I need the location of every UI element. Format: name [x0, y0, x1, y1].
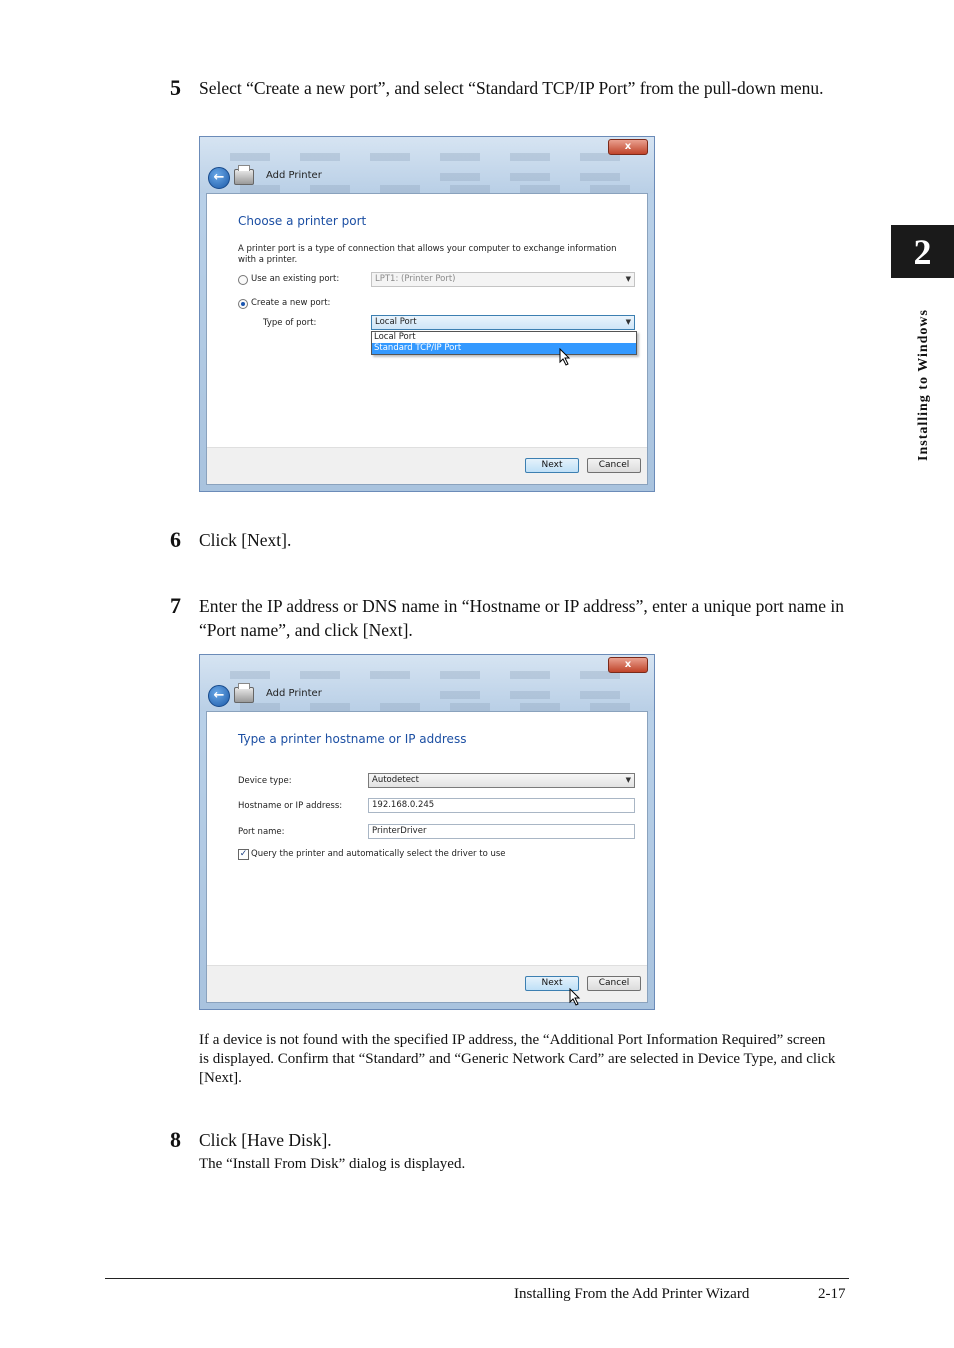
step-5-text: Select “Create a new port”, and select “Standard TCP/IP Port” from the pull-down menu.: [199, 78, 824, 98]
query-printer-checkbox[interactable]: ✓: [239, 849, 248, 859]
create-new-port-radio[interactable]: [238, 299, 248, 309]
cancel-button[interactable]: Cancel: [587, 458, 641, 473]
printer-icon: [234, 169, 254, 185]
dialog-title: Add Printer: [266, 688, 322, 699]
cancel-button[interactable]: Cancel: [587, 976, 641, 991]
step-6-text: Click [Next].: [199, 530, 292, 550]
wizard-footer: [207, 965, 647, 1002]
footer-section-title: Installing From the Add Printer Wizard: [514, 1286, 750, 1302]
port-description: A printer port is a type of connection that allows your computer to exchange information with a printer.: [238, 244, 617, 265]
mouse-cursor-icon: [569, 988, 581, 1006]
close-button[interactable]: x: [608, 139, 648, 155]
type-of-port-label: Type of port:: [263, 318, 317, 328]
wizard-panel: [206, 193, 648, 485]
wizard-panel: [206, 711, 648, 1003]
port-type-dropdown-list: [371, 331, 637, 355]
mouse-cursor-icon: [559, 348, 571, 366]
next-button[interactable]: Next: [525, 976, 579, 991]
title-bar: [200, 655, 654, 711]
device-type-label: Device type:: [238, 776, 292, 786]
chapter-tab: 2: [891, 225, 954, 278]
dialog-title: Add Printer: [266, 170, 322, 181]
footer-page-number: 2-17: [818, 1286, 846, 1302]
printer-icon: [234, 687, 254, 703]
close-button[interactable]: x: [608, 657, 648, 673]
add-printer-dialog-port: [199, 136, 655, 492]
use-existing-port-radio[interactable]: [238, 275, 248, 285]
step-8-text: Click [Have Disk].: [199, 1130, 332, 1150]
chevron-down-icon: ▼: [625, 776, 631, 784]
port-name-input[interactable]: PrinterDriver: [368, 824, 635, 839]
step-7-number: 7: [170, 593, 181, 618]
back-arrow-icon[interactable]: ←: [208, 685, 230, 707]
device-type-select[interactable]: Autodetect ▼: [368, 773, 635, 788]
page-heading: Choose a printer port: [238, 214, 367, 228]
add-printer-dialog-hostname: [199, 654, 655, 1010]
back-arrow-icon[interactable]: ←: [208, 167, 230, 189]
option-local-port[interactable]: Local Port: [374, 332, 416, 342]
step-7-note: If a device is not found with the specified IP address, the “Additional Port Information Required” screen is displayed. Confirm that “Standard” and “Generic Network Card” are selected in Device Type, and click [Next].: [199, 1032, 836, 1086]
chevron-down-icon: ▼: [625, 275, 631, 283]
step-6-number: 6: [170, 527, 181, 552]
existing-port-select[interactable]: LPT1: (Printer Port) ▼: [371, 272, 635, 287]
title-bar: [200, 137, 654, 193]
query-printer-label: Query the printer and automatically select the driver to use: [251, 849, 506, 859]
hostname-label: Hostname or IP address:: [238, 801, 343, 811]
hostname-input[interactable]: 192.168.0.245: [368, 798, 635, 813]
step-8-number: 8: [170, 1127, 181, 1152]
step-7-text: Enter the IP address or DNS name in “Hostname or IP address”, enter a unique port name in “Port name”, and click [Next].: [199, 596, 845, 640]
step-5-number: 5: [170, 75, 181, 100]
step-8-note: The “Install From Disk” dialog is displayed.: [199, 1156, 466, 1172]
page-heading: Type a printer hostname or IP address: [238, 732, 467, 746]
wizard-footer: [207, 447, 647, 484]
next-button[interactable]: Next: [525, 458, 579, 473]
port-name-label: Port name:: [238, 827, 285, 837]
option-standard-tcpip-port[interactable]: Standard TCP/IP Port: [372, 343, 636, 354]
create-new-port-label: Create a new port:: [251, 298, 331, 308]
type-of-port-select[interactable]: Local Port ▼: [371, 315, 635, 330]
use-existing-port-label: Use an existing port:: [251, 274, 340, 284]
chevron-down-icon: ▼: [625, 318, 631, 326]
footer-rule: [105, 1278, 849, 1279]
